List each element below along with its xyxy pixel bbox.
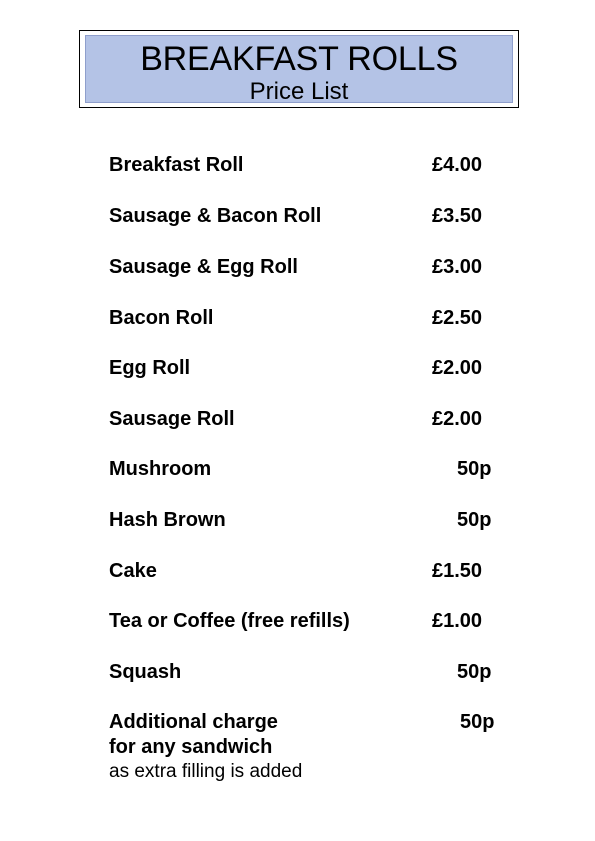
menu-row bbox=[109, 608, 499, 634]
menu-item-price: 50p bbox=[457, 661, 492, 683]
menu-item-price: £4.00 bbox=[432, 154, 483, 176]
menu-row bbox=[109, 254, 499, 280]
menu-item-price: 50p bbox=[457, 458, 492, 480]
menu-item-price: £3.00 bbox=[432, 256, 483, 278]
menu-row bbox=[109, 305, 499, 331]
menu-item-price: 50p bbox=[457, 509, 492, 531]
additional-charge-label: Additional charge bbox=[109, 711, 278, 733]
menu-item-name: Egg Roll bbox=[109, 357, 191, 379]
menu-item-price: £2.50 bbox=[432, 307, 483, 329]
menu-row bbox=[109, 659, 499, 685]
menu-item-price: £3.50 bbox=[432, 205, 483, 227]
menu-item-name: Sausage & Bacon Roll bbox=[109, 205, 322, 227]
menu-item-name: Cake bbox=[109, 560, 157, 582]
menu-row bbox=[109, 355, 499, 381]
menu-item-name: Tea or Coffee (free refills) bbox=[109, 610, 350, 632]
menu-item-name: Bacon Roll bbox=[109, 307, 214, 329]
menu-row bbox=[109, 558, 499, 584]
menu-item-price: £2.00 bbox=[432, 408, 483, 430]
header-banner bbox=[85, 35, 513, 103]
menu-item-name: Sausage & Egg Roll bbox=[109, 256, 298, 278]
menu-item-name: Mushroom bbox=[109, 458, 212, 480]
menu-item-name: Breakfast Roll bbox=[109, 154, 244, 176]
additional-charge-row bbox=[109, 709, 499, 735]
menu-row bbox=[109, 203, 499, 229]
menu-row bbox=[109, 507, 499, 533]
additional-charge-price: 50p bbox=[460, 711, 495, 733]
page-title: BREAKFAST ROLLS bbox=[140, 40, 458, 78]
additional-charge-label-line2: for any sandwich bbox=[109, 736, 273, 758]
header-box bbox=[79, 30, 519, 108]
menu-row bbox=[109, 152, 499, 178]
menu-item-price: £1.50 bbox=[432, 560, 483, 582]
menu-item-price: £2.00 bbox=[432, 357, 483, 379]
menu-row bbox=[109, 406, 499, 432]
menu-row bbox=[109, 456, 499, 482]
page-subtitle: Price List bbox=[249, 78, 349, 105]
menu-item-price: £1.00 bbox=[432, 610, 483, 632]
menu-item-name: Squash bbox=[109, 661, 182, 683]
menu-item-name: Hash Brown bbox=[109, 509, 226, 531]
menu-item-name: Sausage Roll bbox=[109, 408, 235, 430]
additional-charge-note: as extra filling is added bbox=[109, 761, 303, 782]
